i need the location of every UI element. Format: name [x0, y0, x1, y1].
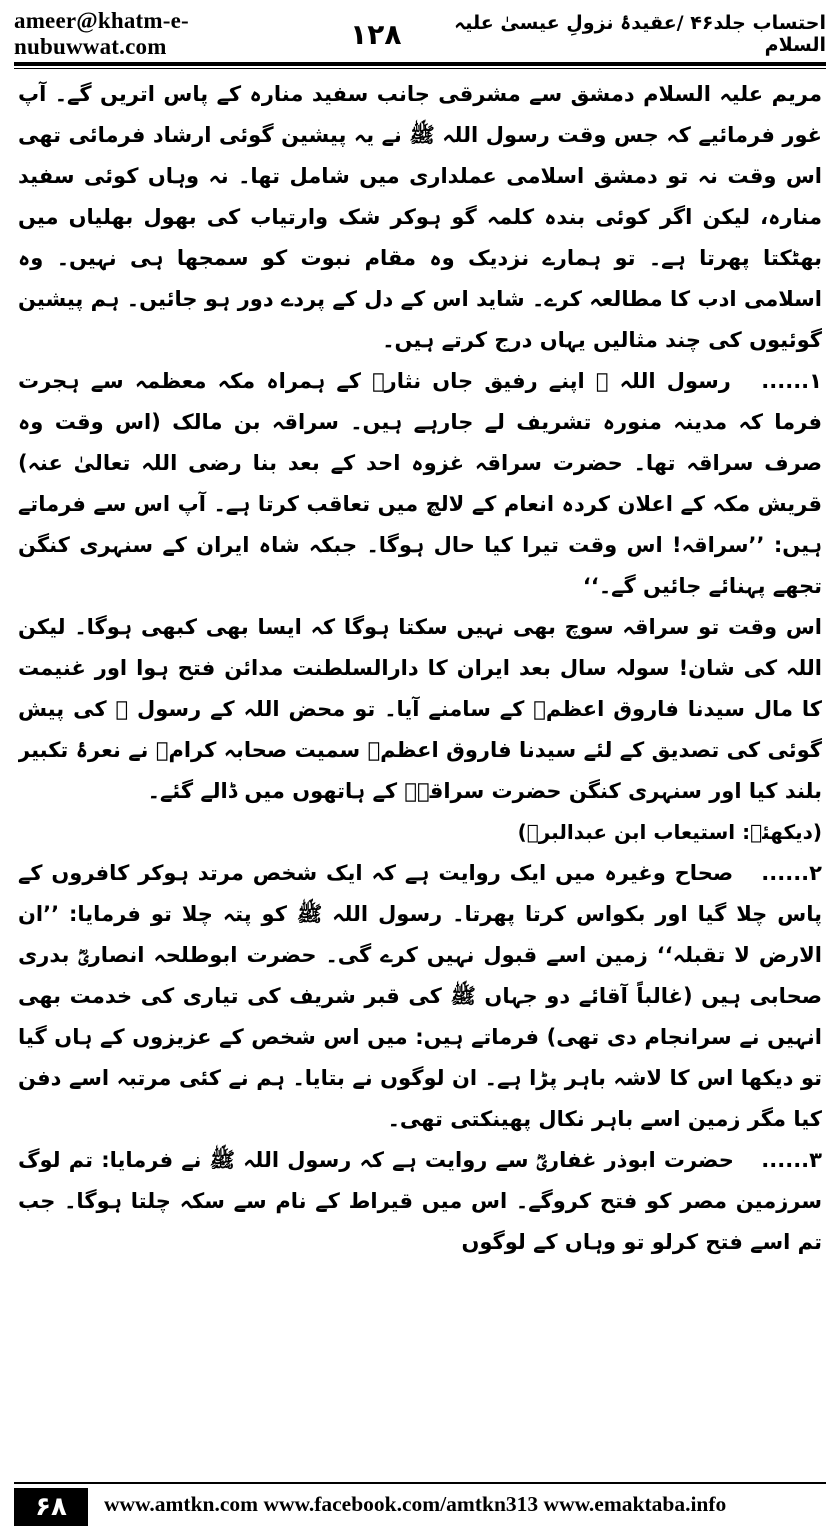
- item-1-continuation: اس وقت تو سراقہ سوچ بھی نہیں سکتا ہوگا کہ ایسا بھی کبھی ہوگا۔ لیکن اللہ کی شان! سولہ سال بعد ایران کا دارالسلطنت مدائن فتح ہوا اور غنیمت کا مال سیدنا فاروق اعظمؓ کے سامنے آیا۔ تو محض اللہ کے رسول ﷺ کی پیش گوئی کی تصدیق کے لئے سیدنا فاروق اعظمؓ سمیت صحابہ کرامؓ نے نعرۂ تکبیر بلند کیا اور سنہری کنگن حضرت سراقہؓ کے ہاتھوں میں ڈالے گئے۔: [18, 615, 822, 803]
- header-page-number: ۱۲۸: [350, 17, 402, 51]
- item-3-number: ۳......: [761, 1148, 822, 1172]
- item-2: [18, 853, 822, 1140]
- item-1-number: ۱......: [761, 369, 822, 393]
- footer-links[interactable]: www.amtkn.com www.facebook.com/amtkn313 www.emaktaba.info: [104, 1492, 727, 1516]
- page-body: [18, 74, 822, 1470]
- reference-citation: (دیکھئے: استیعاب ابن عبدالبرؒ): [517, 820, 822, 844]
- header-book-title: احتساب جلد۴۶ /عقیدۂ نزولِ عیسیٰ علیہ السلام: [454, 12, 826, 56]
- page-header: [14, 10, 826, 58]
- item-3-text: حضرت ابوذر غفاریؓ سے روایت ہے کہ رسول اللہ ﷺ نے فرمایا: تم لوگ سرزمین مصر کو فتح کروگے۔ اس میں قیراط کے نام سے سکہ چلتا ہوگا۔ جب تم اسے فتح کرلو تو وہاں کے لوگوں: [18, 1148, 822, 1254]
- item-3: [18, 1140, 822, 1263]
- footer-page-box: ۶۸: [14, 1488, 88, 1526]
- header-email[interactable]: ameer@khatm-e-nubuwwat.com: [14, 8, 189, 59]
- item-1: [18, 361, 822, 607]
- header-rule-thick: [14, 62, 826, 66]
- item-1-text: رسول اللہ ﷺ اپنے رفیق جاں نثارؓ کے ہمراہ مکہ معظمہ سے ہجرت فرما کہ مدینہ منورہ تشریف لے جارہے ہیں۔ سراقہ بن مالک (اس وقت وہ صرف سراقہ تھا۔ حضرت سراقہ غزوہ احد کے بعد بنا رضی اللہ تعالیٰ عنہ) قریش مکہ کے اعلان کردہ انعام کے لالچ میں تعاقب کرتا ہے۔ آپ اس سے فرماتے ہیں: ’’سراقہ! اس وقت تیرا کیا حال ہوگا۔ جبکہ شاہ ایران کے سنہری کنگن تجھے پہنائے جائیں گے۔‘‘: [18, 369, 822, 598]
- intro-paragraph: مریم علیہ السلام دمشق سے مشرقی جانب سفید منارہ کے پاس اتریں گے۔ آپ غور فرمائیے کہ جس وقت رسول اللہ ﷺ نے یہ پیشین گوئی ارشاد فرمائی تھی اس وقت نہ تو دمشق اسلامی عملداری میں شامل تھا۔ نہ وہاں کوئی سفید منارہ، لیکن اگر کوئی بندہ کلمہ گو ہوکر شک وارتیاب کی بھول بھلیاں میں بھٹکتا پھرتا ہے۔ تو ہمارے نزدیک وہ مقام نبوت کو سمجھا ہی نہیں۔ وہ اسلامی ادب کا مطالعہ کرے۔ شاید اس کے دل کے پردے دور ہو جائیں۔ ہم پیشین گوئیوں کی چند مثالیں یہاں درج کرتے ہیں۔: [18, 82, 822, 352]
- item-2-number: ۲......: [761, 861, 822, 885]
- header-rule-thin: [14, 68, 826, 69]
- item-2-text: صحاح وغیرہ میں ایک روایت ہے کہ ایک شخص مرتد ہوکر کافروں کے پاس چلا گیا اور بکواس کرتا پھرتا۔ رسول اللہ ﷺ کو پتہ چلا تو فرمایا: ’’ان الارض لا تقبلہ‘‘ زمین اسے قبول نہیں کرے گی۔ حضرت ابوطلحہ انصاریؓ بدری صحابی ہیں (غالباً آقائے دو جہاں ﷺ کی قبر شریف کی تیاری کی خدمت بھی انہیں نے سرانجام دی تھی) فرماتے ہیں: میں اس شخص کے عزیزوں کے ہاں گیا تو دیکھا اس کا لاشہ باہر پڑا ہے۔ ان لوگوں نے بتایا۔ ہم نے کئی مرتبہ اسے دفن کیا مگر زمین اسے باہر نکال پھینکتی تھی۔: [18, 861, 822, 1131]
- page-footer: [14, 1482, 826, 1532]
